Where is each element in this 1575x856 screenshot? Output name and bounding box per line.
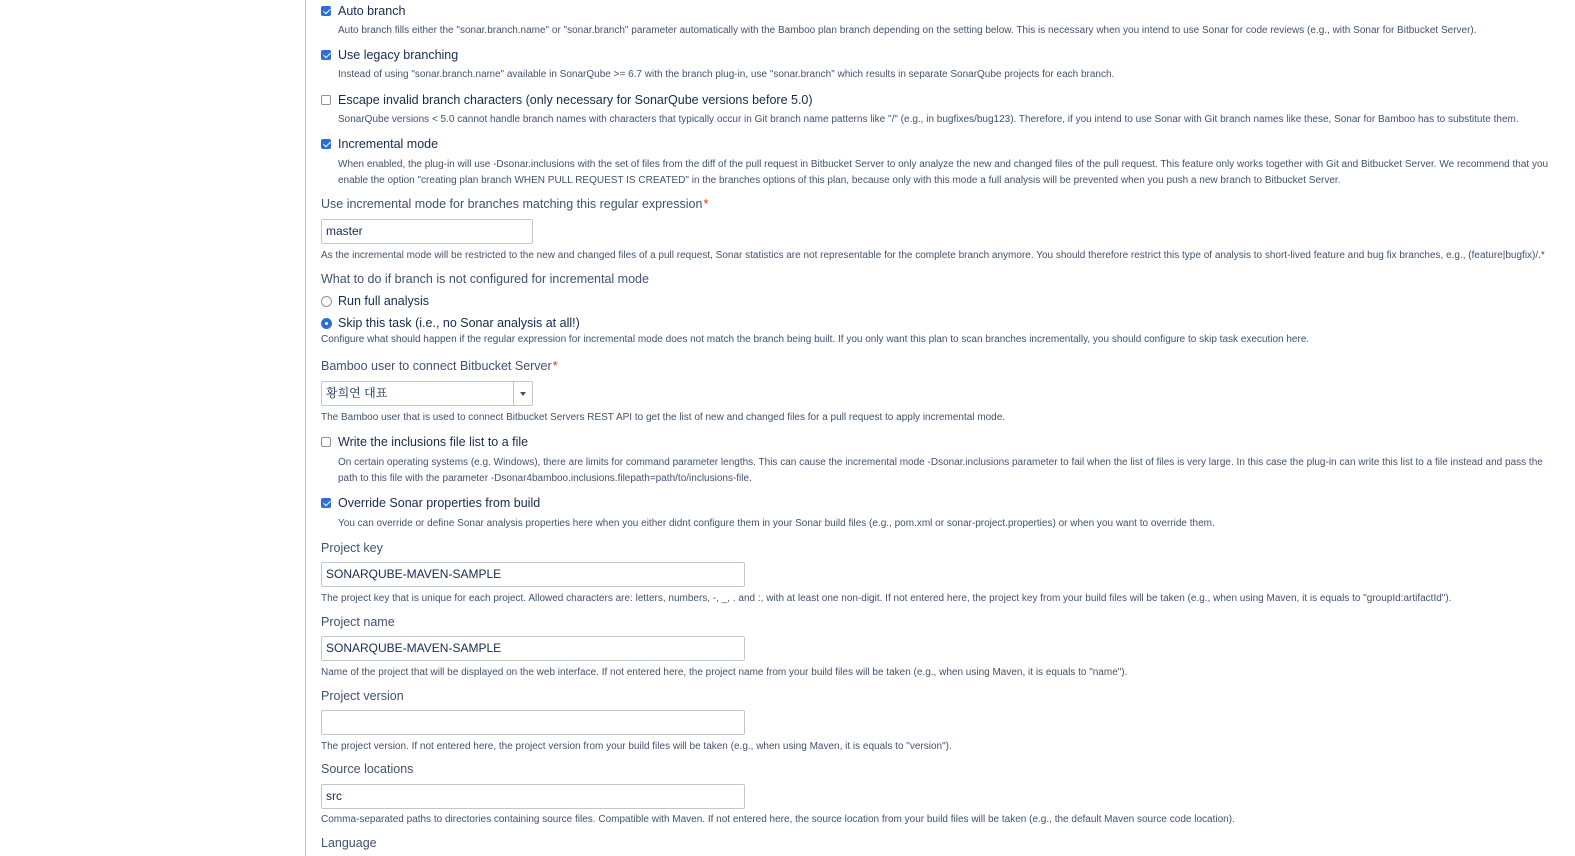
override-props-description: You can override or define Sonar analysis properties here when you either didnt configure them in your Sonar build files (e.g., pom.xml or sonar-project.properties) or when you want to override them. [338,518,1215,529]
required-mark: * [703,197,709,211]
project-key-description: The project key that is unique for each project. Allowed characters are: letters, numbers, -, _, . and :, with at least one non-digit. If not entered here, the project key from your build files will be taken (e.g., when using Maven, it is equals to "groupId:artifactId"). [321,593,1452,604]
bamboo-user-description: The Bamboo user that is used to connect Bitbucket Servers REST API to get the list of new and changed files for a pull request to apply incremental mode. [321,412,1006,423]
escape-branch-description: SonarQube versions < 5.0 cannot handle branch names with characters that typically occur in Git branch name patterns like "/" (e.g., in bugfixes/bug123). Therefore, if you intend to use Sonar with Git branch names like these, Sonar for Bamboo has to substitute them. [338,114,1519,125]
write-inclusions-checkbox[interactable] [321,437,331,447]
run-full-analysis-option[interactable] [321,292,429,310]
override-props-option[interactable] [321,494,540,512]
source-locations-description: Comma-separated paths to directories containing source files. Compatible with Maven. If not entered here, the source location from your build files will be taken (e.g., the default Maven source code location). [321,814,1235,825]
not-configured-label: What to do if branch is not configured for incremental mode [321,272,649,286]
not-configured-description: Configure what should happen if the regular expression for incremental mode does not match the branch being built. If you only want this plan to scan branches incrementally, you should configure to skip task execution here. [321,334,1310,345]
bamboo-user-value: 황희연 대표 [326,386,388,400]
write-inclusions-label: Write the inclusions file list to a file [338,435,529,449]
write-inclusions-option[interactable] [321,433,528,451]
project-version-input[interactable] [321,710,745,735]
auto-branch-description: Auto branch fills either the "sonar.branch.name" or "sonar.branch" parameter automatically with the Bamboo plan branch depending on the setting below. This is necessary when you intend to use Sonar for code reviews (e.g., with Sonar for Bitbucket Server). [338,25,1477,36]
project-name-description: Name of the project that will be displayed on the web interface. If not entered here, the project name from your build files will be taken (e.g., when using Maven, it is equals to "name"). [321,667,1128,678]
skip-task-label: Skip this task (i.e., no Sonar analysis at all!) [338,316,580,330]
incremental-mode-checkbox[interactable] [321,139,331,149]
override-props-checkbox[interactable] [321,498,331,508]
skip-task-option[interactable] [321,314,580,332]
project-key-label: Project key [321,541,383,555]
run-full-analysis-label: Run full analysis [338,294,430,308]
source-locations-label: Source locations [321,762,414,776]
incremental-regex-label: Use incremental mode for branches matching this regular expression* [321,197,709,211]
left-panel [0,0,306,856]
bamboo-user-select[interactable] [321,381,533,406]
incremental-regex-input[interactable]: master [321,219,533,244]
project-version-label: Project version [321,689,404,703]
incremental-mode-option[interactable] [321,135,438,153]
legacy-branching-description: Instead of using "sonar.branch.name" available in SonarQube >= 6.7 with the branch plug-in, use "sonar.branch" which results in separate SonarQube projects for each branch. [338,69,1115,80]
source-locations-input[interactable]: src [321,784,745,809]
dropdown-button[interactable] [513,382,532,405]
legacy-branching-checkbox[interactable] [321,50,331,60]
required-mark: * [552,359,558,373]
incremental-mode-description: When enabled, the plug-in will use -Dsonar.inclusions with the set of files from the diff of the pull request in Bitbucket Server to only analyze the new and changed files of the pull request. This feature only works together with Git and Bitbucket Server. We recommend that you enable the option "creating plan branch WHEN PULL REQUEST IS CREATED" in the branches options of this plan, because only with this mode a full analysis will be prevented when you push a new branch to Bitbucket Server. [338,159,1549,186]
incremental-regex-description: As the incremental mode will be restricted to the new and changed files of a pull request, Sonar statistics are not representable for the complete branch anymore. You should therefore restrict this type of analysis to short-lived feature and bug fix branches, e.g., (feature|bugfix)/.* [321,250,1545,261]
auto-branch-option[interactable] [321,2,405,20]
project-name-input[interactable]: SONARQUBE-MAVEN-SAMPLE [321,636,745,661]
project-key-input[interactable]: SONARQUBE-MAVEN-SAMPLE [321,562,745,587]
escape-branch-option[interactable] [321,91,813,109]
project-name-label: Project name [321,615,395,629]
escape-branch-checkbox[interactable] [321,95,331,105]
auto-branch-checkbox[interactable] [321,6,331,16]
legacy-branching-label: Use legacy branching [338,48,459,62]
incremental-mode-label: Incremental mode [338,137,439,151]
run-full-analysis-radio[interactable] [321,296,332,307]
language-label: Language [321,836,377,850]
task-config-form [306,0,1575,856]
bamboo-user-label: Bamboo user to connect Bitbucket Server* [321,359,558,373]
chevron-down-icon [520,392,526,396]
legacy-branching-option[interactable] [321,46,458,64]
escape-branch-label: Escape invalid branch characters (only necessary for SonarQube versions before 5.0) [338,93,813,107]
auto-branch-label: Auto branch [338,4,406,18]
project-version-description: The project version. If not entered here, the project version from your build files will be taken (e.g., when using Maven, it is equals to "version"). [321,741,952,752]
write-inclusions-description: On certain operating systems (e.g. Windows), there are limits for command parameter lengths. This can cause the incremental mode -Dsonar.inclusions parameter to fail when the list of files is very large. In this case the plug-in can write this list to a file instead and pass the path to this file with the parameter -Dsonar4bamboo.inclusions.filepath=path/to/inclusions-file. [338,457,1543,484]
skip-task-radio[interactable] [321,318,332,329]
override-props-label: Override Sonar properties from build [338,496,541,510]
